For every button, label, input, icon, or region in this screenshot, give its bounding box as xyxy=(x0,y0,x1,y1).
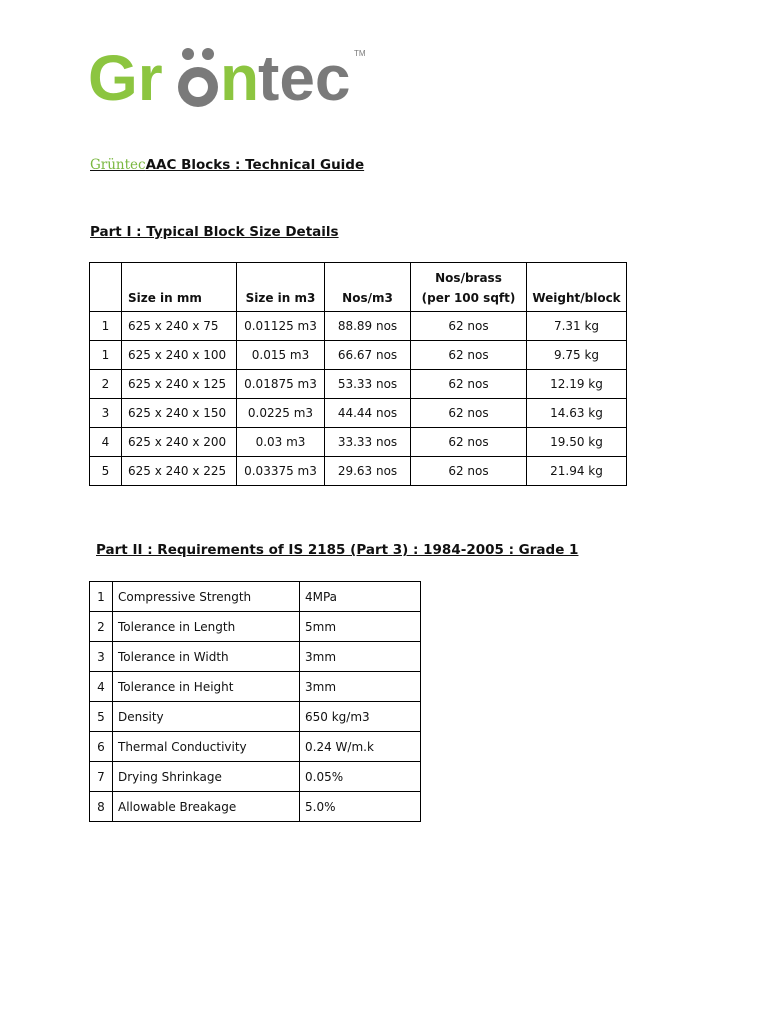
nos-brass: 62 nos xyxy=(411,312,527,341)
size-mm: 625 x 240 x 75 xyxy=(122,312,237,341)
nos-brass: 62 nos xyxy=(411,428,527,457)
logo-graphic xyxy=(88,40,366,122)
header-nos-brass-line1: Nos/brass xyxy=(435,271,502,285)
svg-text:n: n xyxy=(220,42,260,114)
row-no: 2 xyxy=(90,370,122,399)
weight: 19.50 kg xyxy=(527,428,627,457)
nos-m3: 44.44 nos xyxy=(325,399,411,428)
row-no: 3 xyxy=(90,642,113,672)
part1-heading: Part I : Typical Block Size Details xyxy=(90,224,339,240)
size-m3: 0.0225 m3 xyxy=(237,399,325,428)
document-title xyxy=(90,157,364,173)
row-no: 1 xyxy=(90,341,122,370)
row-no: 5 xyxy=(90,457,122,486)
requirements-table xyxy=(89,581,421,822)
nos-brass: 62 nos xyxy=(411,341,527,370)
size-m3: 0.03375 m3 xyxy=(237,457,325,486)
size-m3: 0.03 m3 xyxy=(237,428,325,457)
size-mm: 625 x 240 x 100 xyxy=(122,341,237,370)
table-row xyxy=(90,341,627,370)
row-no: 5 xyxy=(90,702,113,732)
size-mm: 625 x 240 x 200 xyxy=(122,428,237,457)
table-row xyxy=(90,370,627,399)
requirement: Tolerance in Width xyxy=(113,642,300,672)
svg-text:tec: tec xyxy=(258,42,351,114)
header-size-mm: Size in mm xyxy=(122,263,237,312)
nos-m3: 29.63 nos xyxy=(325,457,411,486)
size-mm: 625 x 240 x 225 xyxy=(122,457,237,486)
row-no: 8 xyxy=(90,792,113,822)
nos-m3: 53.33 nos xyxy=(325,370,411,399)
table-row xyxy=(90,457,627,486)
header-size-m3: Size in m3 xyxy=(237,263,325,312)
requirement-value: 650 kg/m3 xyxy=(300,702,421,732)
table-row xyxy=(90,762,421,792)
nos-m3: 88.89 nos xyxy=(325,312,411,341)
table-header-row xyxy=(90,263,627,312)
row-no: 4 xyxy=(90,428,122,457)
size-m3: 0.015 m3 xyxy=(237,341,325,370)
table-row xyxy=(90,312,627,341)
row-no: 7 xyxy=(90,762,113,792)
weight: 7.31 kg xyxy=(527,312,627,341)
row-no: 1 xyxy=(90,582,113,612)
nos-m3: 33.33 nos xyxy=(325,428,411,457)
table-row xyxy=(90,672,421,702)
table-row xyxy=(90,792,421,822)
requirement: Allowable Breakage xyxy=(113,792,300,822)
table-row xyxy=(90,702,421,732)
size-m3: 0.01125 m3 xyxy=(237,312,325,341)
header-no xyxy=(90,263,122,312)
requirement-value: 3mm xyxy=(300,672,421,702)
table-row xyxy=(90,642,421,672)
requirement-value: 5.0% xyxy=(300,792,421,822)
size-m3: 0.01875 m3 xyxy=(237,370,325,399)
requirement: Compressive Strength xyxy=(113,582,300,612)
size-mm: 625 x 240 x 125 xyxy=(122,370,237,399)
svg-text:Gr: Gr xyxy=(88,42,163,114)
table-row xyxy=(90,428,627,457)
brand-logo xyxy=(88,40,366,122)
requirement: Tolerance in Height xyxy=(113,672,300,702)
row-no: 3 xyxy=(90,399,122,428)
requirement-value: 5mm xyxy=(300,612,421,642)
weight: 12.19 kg xyxy=(527,370,627,399)
weight: 14.63 kg xyxy=(527,399,627,428)
part2-heading: Part II : Requirements of IS 2185 (Part 3) : 1984-2005 : Grade 1 xyxy=(96,542,579,558)
requirement: Drying Shrinkage xyxy=(113,762,300,792)
requirement-value: 0.24 W/m.k xyxy=(300,732,421,762)
weight: 9.75 kg xyxy=(527,341,627,370)
requirement-value: 4MPa xyxy=(300,582,421,612)
header-nos-brass-line2: (per 100 sqft) xyxy=(421,291,516,305)
row-no: 6 xyxy=(90,732,113,762)
table-row xyxy=(90,732,421,762)
requirement-value: 0.05% xyxy=(300,762,421,792)
requirement-value: 3mm xyxy=(300,642,421,672)
header-nos-m3: Nos/m3 xyxy=(325,263,411,312)
size-mm: 625 x 240 x 150 xyxy=(122,399,237,428)
table-row xyxy=(90,399,627,428)
trademark-symbol: TM xyxy=(354,49,366,58)
requirement: Tolerance in Length xyxy=(113,612,300,642)
title-brand: Grüntec xyxy=(90,157,146,173)
block-size-table xyxy=(89,262,627,486)
table-row xyxy=(90,612,421,642)
nos-brass: 62 nos xyxy=(411,370,527,399)
title-text: AAC Blocks : Technical Guide xyxy=(145,157,365,173)
requirement: Density xyxy=(113,702,300,732)
row-no: 1 xyxy=(90,312,122,341)
nos-brass: 62 nos xyxy=(411,399,527,428)
row-no: 4 xyxy=(90,672,113,702)
header-nos-brass xyxy=(411,263,527,312)
requirement: Thermal Conductivity xyxy=(113,732,300,762)
row-no: 2 xyxy=(90,612,113,642)
nos-brass: 62 nos xyxy=(411,457,527,486)
weight: 21.94 kg xyxy=(527,457,627,486)
nos-m3: 66.67 nos xyxy=(325,341,411,370)
table-row xyxy=(90,582,421,612)
logo-u-mark xyxy=(178,48,218,107)
header-weight: Weight/block xyxy=(527,263,627,312)
